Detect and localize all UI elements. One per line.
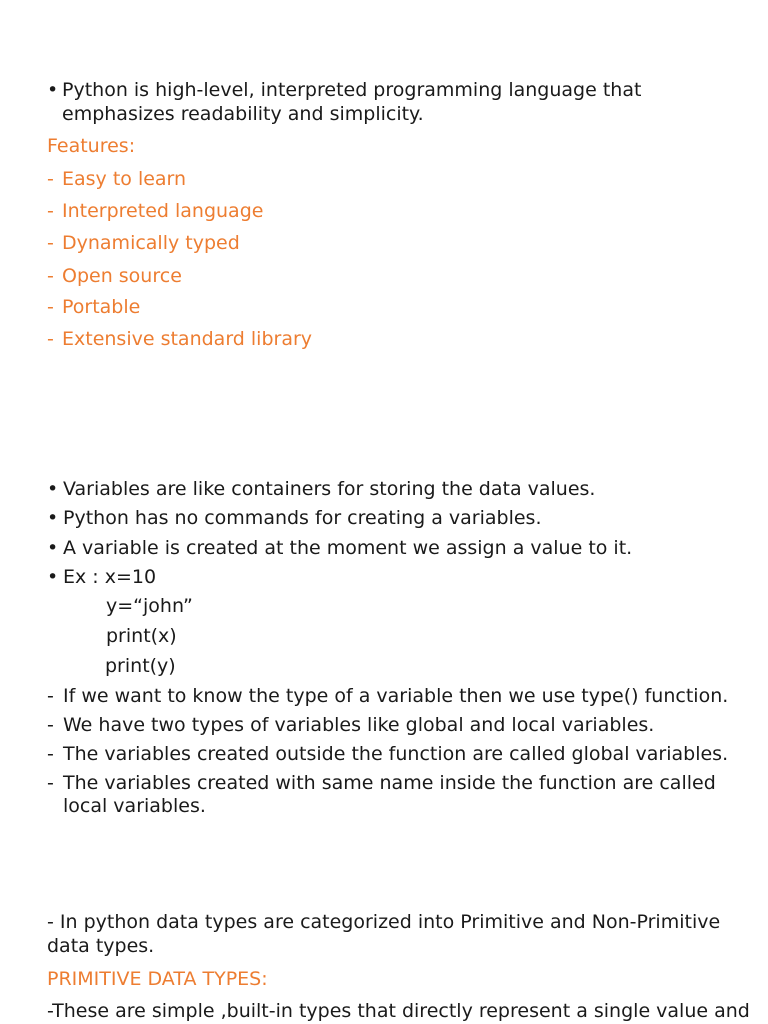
dash-marker: - <box>47 232 54 254</box>
dash-text: The variables created with same name inside the function are called <box>63 772 716 794</box>
dash-marker: - <box>47 296 54 318</box>
bullet-text: Ex : x=10 <box>63 566 157 588</box>
feature-text: Dynamically typed <box>62 232 240 254</box>
feature-text: Open source <box>62 265 182 287</box>
feature-text: Portable <box>62 296 141 318</box>
dash-text-continuation: local variables. <box>63 795 206 817</box>
dash-text: We have two types of variables like global and local variables. <box>63 714 655 736</box>
datatypes-intro-line-2: data types. <box>47 935 155 957</box>
bullet-marker: • <box>47 566 59 588</box>
dash-marker: - <box>47 743 54 765</box>
intro-text-line-2: emphasizes readability and simplicity. <box>62 103 424 125</box>
bullet-marker: • <box>47 478 59 500</box>
bullet-text: Variables are like containers for storing the data values. <box>63 478 596 500</box>
dash-marker: - <box>47 772 54 794</box>
bullet-marker: • <box>47 79 59 101</box>
dash-marker: - <box>47 265 54 287</box>
bullet-marker: • <box>47 537 59 559</box>
feature-text: Interpreted language <box>62 200 264 222</box>
features-heading: Features: <box>47 135 136 157</box>
intro-text-line-1: Python is high-level, interpreted programming language that <box>62 79 642 101</box>
dash-marker: - <box>47 328 54 350</box>
dash-marker: - <box>47 168 54 190</box>
primitive-body-line-1: -These are simple ,built-in types that directly represent a single value and <box>47 1000 750 1022</box>
bullet-text: Python has no commands for creating a variables. <box>63 507 542 529</box>
primitive-heading: PRIMITIVE DATA TYPES: <box>47 968 268 990</box>
dash-text: If we want to know the type of a variable then we use type() function. <box>63 685 729 707</box>
code-line: print(x) <box>106 625 177 647</box>
code-line: print(y) <box>105 655 176 677</box>
dash-marker: - <box>47 200 54 222</box>
bullet-text: A variable is created at the moment we assign a value to it. <box>63 537 633 559</box>
dash-text: The variables created outside the function are called global variables. <box>63 743 729 765</box>
dash-marker: - <box>47 714 54 736</box>
dash-marker: - <box>47 685 54 707</box>
feature-text: Extensive standard library <box>62 328 313 350</box>
feature-text: Easy to learn <box>62 168 187 190</box>
datatypes-intro-line-1: - In python data types are categorized into Primitive and Non-Primitive <box>47 911 721 933</box>
bullet-marker: • <box>47 507 59 529</box>
code-line: y=“john” <box>106 595 193 617</box>
